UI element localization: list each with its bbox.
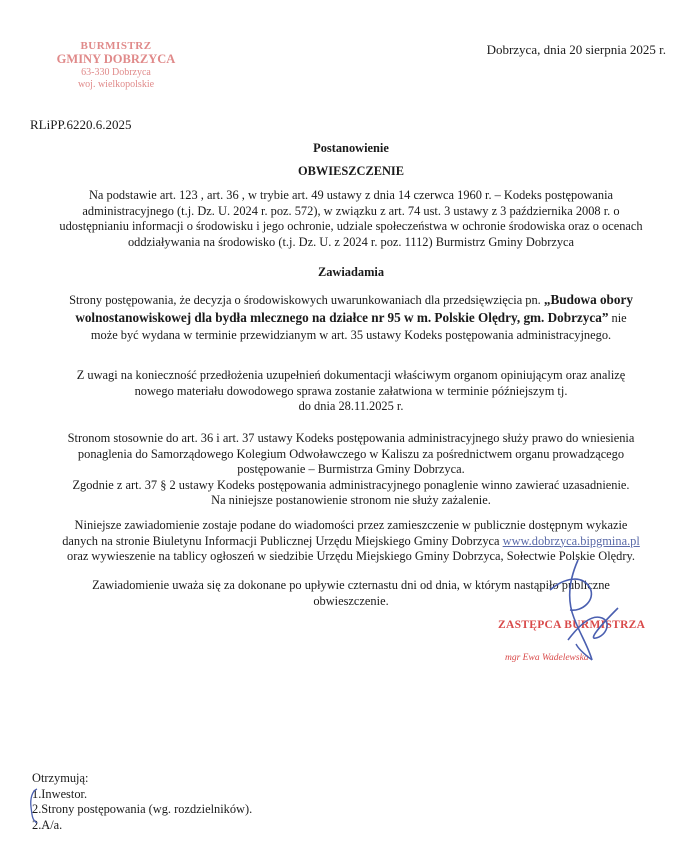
recipients-title: Otrzymują:	[32, 771, 89, 785]
stamp-line-3: 63-330 Dobrzyca	[81, 67, 151, 78]
notice-text: nie	[608, 311, 627, 325]
recipient-item: 1.Inwestor.	[32, 786, 88, 801]
signature-name: mgr Ewa Wadelewska	[505, 653, 589, 663]
text-line: Zawiadomienie uważa się za dokonane po upływie czternastu dni od dnia, w którym nastąpiło publiczne	[92, 578, 610, 592]
text-line: Na niniejsze postanowienie stronom nie służy zażalenie.	[211, 493, 491, 508]
notice-paragraph	[36, 291, 666, 344]
recipient-item: 2.A/a.	[32, 817, 63, 832]
text-line: oraz wywieszenie na tablicy ogłoszeń w siedzibie Urzędu Miejskiego Gminy Dobrzyca, Sołectwie Polskie Olędry.	[67, 549, 635, 564]
text-line: Na podstawie art. 123 , art. 36 , w trybie art. 49 ustawy z dnia 14 czerwca 1960 r. – Kodeks postępowania	[88, 188, 614, 202]
rights-paragraph	[36, 431, 666, 509]
text-line: może być wydana w terminie przewidzianym w art. 35 ustawy Kodeks postępowania administracyjnego.	[90, 328, 612, 342]
text-line: oddziaływania na środowisko (t.j. Dz. U. z 2024 r. poz. 1112) Burmistrz Gminy Dobrzyca	[127, 234, 575, 249]
text-line: obwieszczenie.	[313, 593, 389, 608]
handwritten-signature	[530, 548, 630, 668]
heading-postanowienie: Postanowienie	[313, 141, 389, 155]
heading-zawiadamia: Zawiadamia	[317, 265, 385, 279]
text-line: administracyjnego (t.j. Dz. U. 2024 r. poz. 572), w związku z art. 74 ust. 3 ustawy z 3 października 2008 r. o	[82, 203, 620, 218]
signature-stamp: ZASTĘPCA BURMISTRZA	[498, 619, 646, 631]
heading-obwieszczenie: OBWIESZCZENIE	[297, 164, 405, 178]
project-name: „Budowa obory	[543, 292, 633, 307]
text-line: Niniejsze zawiadomienie zostaje podane do wiadomości przez zamieszczenie w publicznie dostępnym wykazie	[74, 518, 628, 532]
recipients-list	[32, 771, 252, 833]
text-line: ponaglenia do Samorządowego Kolegium Odwoławczego w Kaliszu za pośrednictwem organu prowadzącego	[77, 446, 625, 461]
stamp-line-2: GMINY DOBRZYCA	[56, 52, 176, 66]
text-line: udostępnianiu informacji o środowisku i jego ochronie, udziale społeczeństwa w ochronie środowiska oraz o ocenach	[59, 219, 643, 234]
text-line: Zgodnie z art. 37 § 2 ustawy Kodeks postępowania administracyjnego ponaglenie winno zawierać uzasadnienie.	[72, 477, 630, 492]
notice-text: Strony postępowania, że decyzja o środowiskowych uwarunkowaniach dla przedsięwzięcia pn.	[69, 293, 544, 307]
text-line: Z uwagi na konieczność przedłożenia uzupełnień dokumentacji właściwym organom opiniującym oraz analizę	[76, 368, 626, 382]
office-stamp	[46, 40, 186, 91]
reason-paragraph	[36, 368, 666, 415]
intro-paragraph	[36, 188, 666, 250]
bip-link[interactable]: www.dobrzyca.bipgmina.pl	[502, 533, 640, 548]
publication-text: danych na stronie Biuletynu Informacji Publicznej Urzędu Miejskiego Gminy Dobrzyca	[62, 533, 503, 548]
text-line	[36, 291, 666, 309]
text-line: postępowanie – Burmistrza Gminy Dobrzyca.	[237, 462, 465, 477]
text-line: do dnia 28.11.2025 r.	[298, 399, 404, 414]
text-line: nowego materiału dowodowego sprawa zostanie załatwiona w terminie późniejszym tj.	[134, 383, 568, 398]
reference-number: RLiPP.6220.6.2025	[30, 117, 132, 132]
stamp-line-4: woj. wielkopolskie	[77, 79, 155, 90]
pen-bracket-mark	[26, 787, 40, 827]
text-line	[36, 534, 666, 550]
place-date: Dobrzyca, dnia 20 sierpnia 2025 r.	[486, 42, 666, 57]
project-name: wolnostanowiskowej dla bydła mlecznego na działce nr 95 w m. Polskie Olędry, gm. Dobrzyca”	[75, 310, 609, 325]
text-line: Stronom stosownie do art. 36 i art. 37 ustawy Kodeks postępowania administracyjnego służy prawo do wniesienia	[67, 431, 635, 445]
stamp-line-1: BURMISTRZ	[80, 40, 152, 52]
recipient-item: 2.Strony postępowania (wg. rozdzielników).	[32, 802, 253, 817]
text-line	[36, 309, 666, 327]
